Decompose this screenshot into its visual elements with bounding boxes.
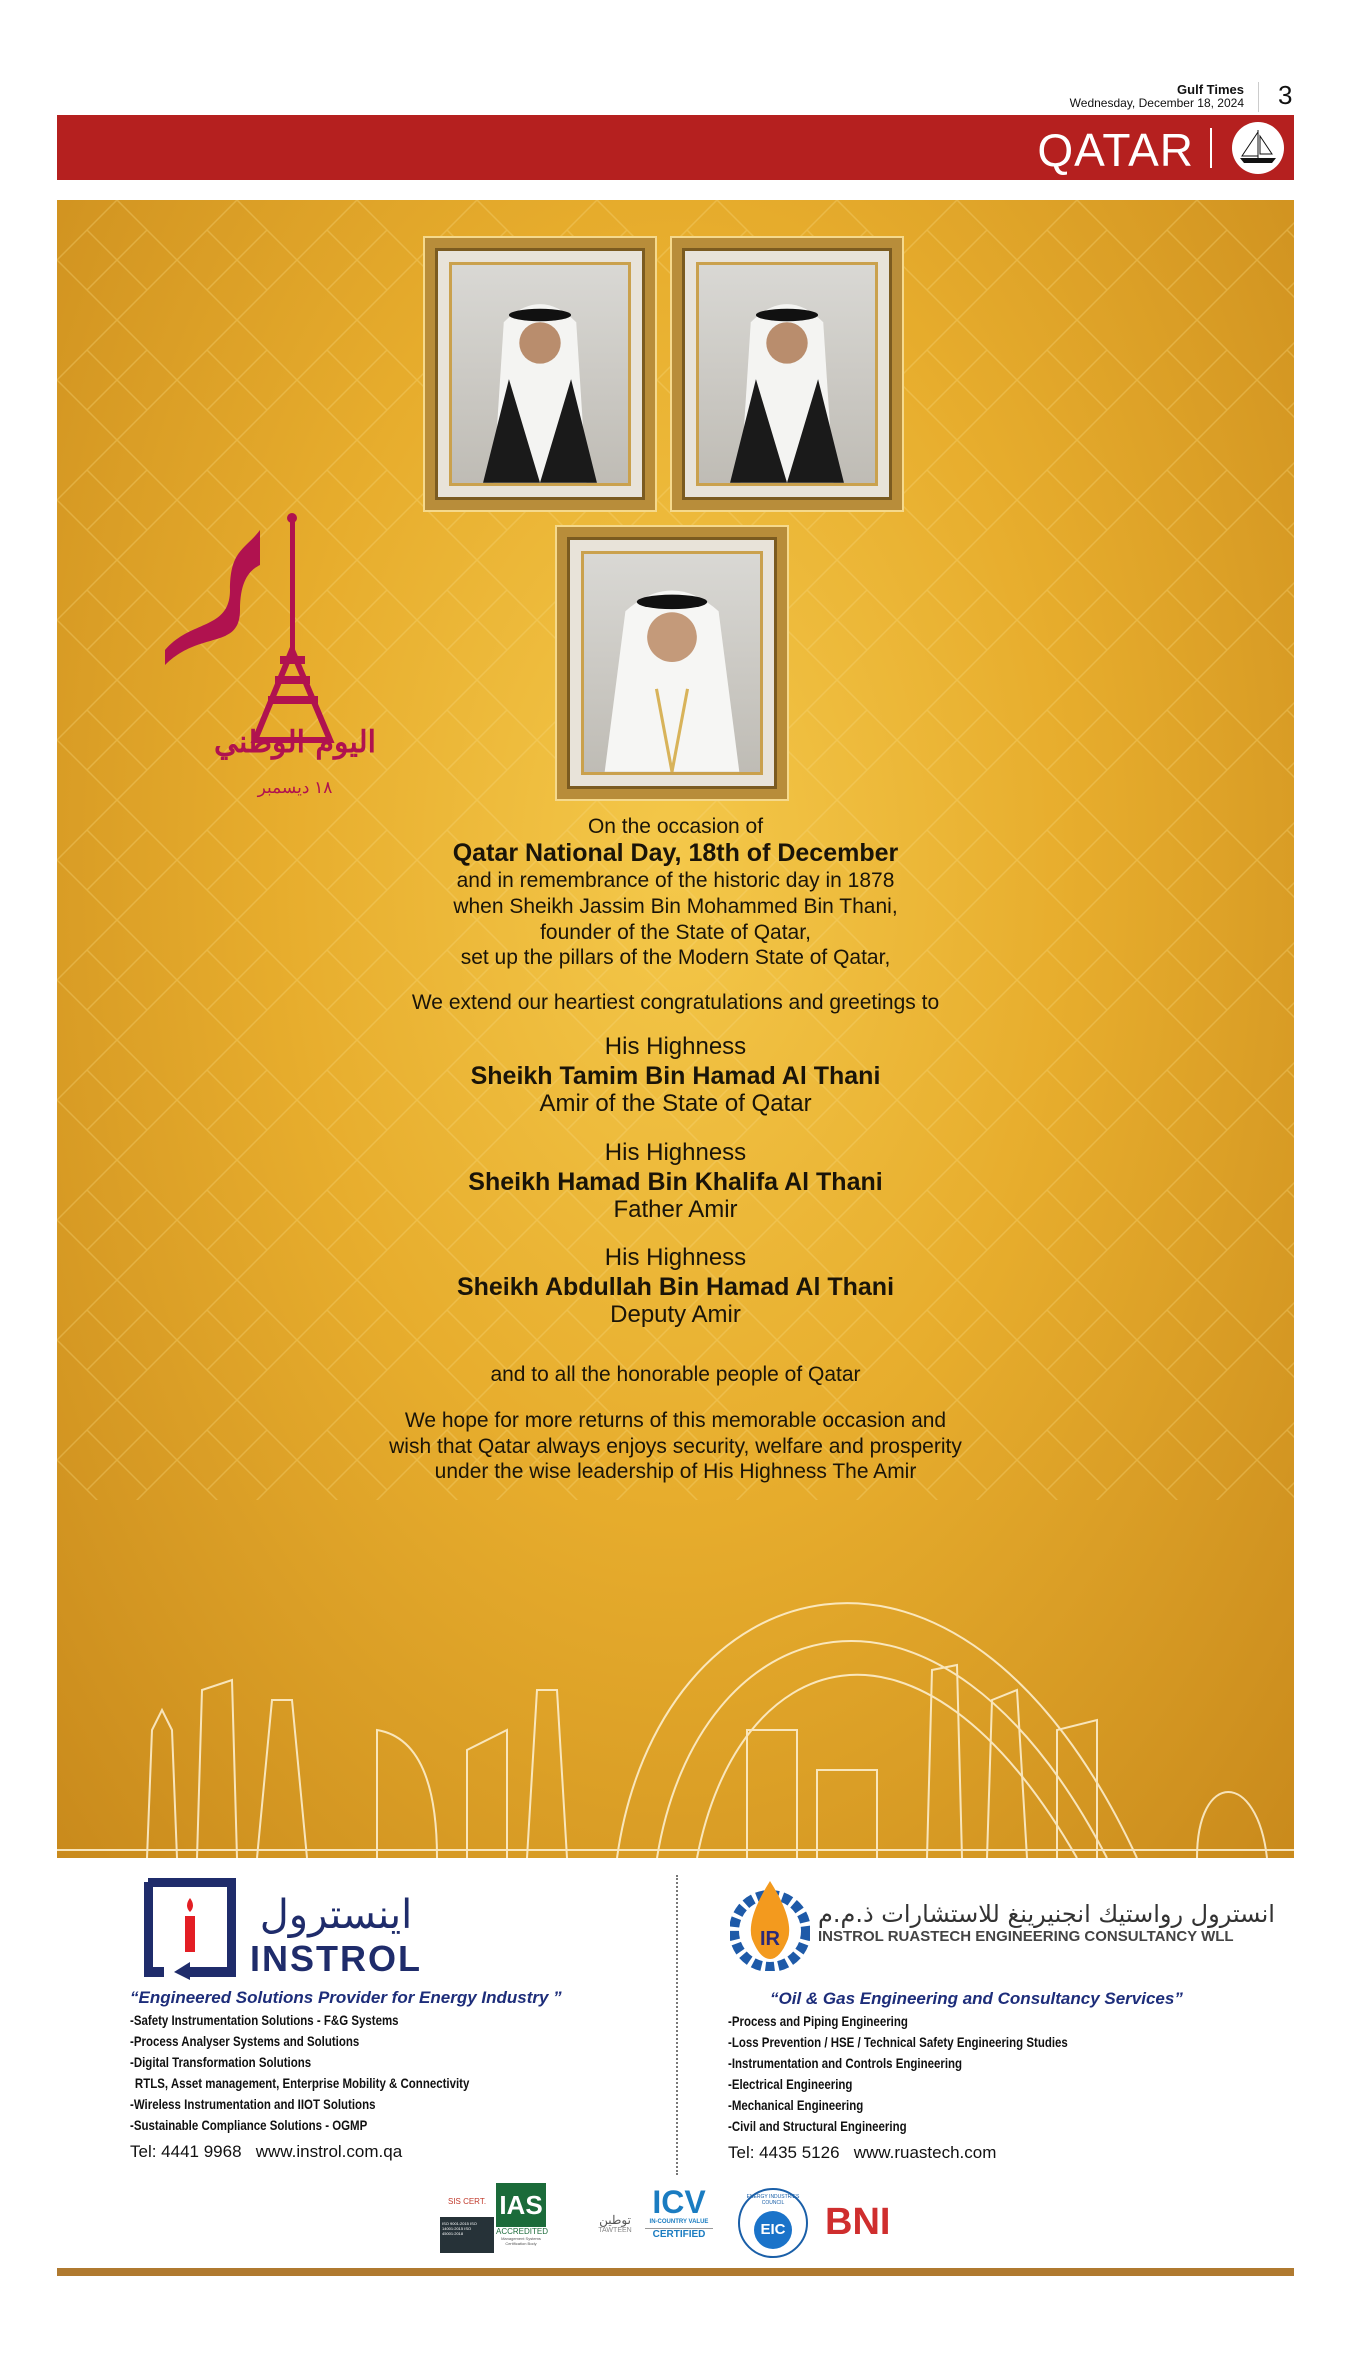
dignitary-name: Sheikh Hamad Bin Khalifa Al Thani [468, 1168, 883, 1196]
intro-line: and in remembrance of the historic day in 1878 [456, 869, 895, 892]
ias-accredited-logo: IAS ACCREDITED Management Systems Certification Body [496, 2183, 546, 2246]
portrait-amir [425, 238, 655, 510]
ruastech-logo-icon [730, 1875, 810, 1971]
instrol-tagline: “Engineered Solutions Provider for Energy Industry ” [130, 1988, 562, 2007]
column-divider [676, 1875, 678, 2175]
ruastech-tagline: “Oil & Gas Engineering and Consultancy Services” [770, 1989, 1183, 2008]
publication-name: Gulf Times [1177, 82, 1244, 97]
instrol-arabic-name: اينسترول [259, 1892, 413, 1938]
divider [1258, 82, 1259, 112]
emblem-arabic-date: ١٨ ديسمبر [257, 778, 333, 797]
service-item: -Mechanical Engineering [728, 2097, 864, 2113]
headline: Qatar National Day, 18th of December [452, 839, 899, 867]
sis-cert-logo: SIS CERT. ISO 9001:2015 ISO 14001:2015 ISO 45001:2018 [440, 2183, 494, 2263]
service-item: -Sustainable Compliance Solutions - OGMP [130, 2117, 368, 2133]
certification-logos [440, 2183, 920, 2263]
instrol-phone: Tel: 4441 9968 [130, 2142, 242, 2161]
national-day-advertisement [57, 200, 1294, 1858]
divider [1210, 128, 1212, 168]
service-item: -Electrical Engineering [728, 2076, 853, 2092]
portrait-father-amir [672, 238, 902, 510]
dignitary-name: Sheikh Tamim Bin Hamad Al Thani [470, 1062, 881, 1090]
intro-line: founder of the State of Qatar, [540, 921, 811, 944]
service-item: -Digital Transformation Solutions [130, 2054, 312, 2070]
ruastech-website-link[interactable]: www.ruastech.com [853, 2143, 997, 2162]
service-item: -Instrumentation and Controls Engineering [728, 2055, 963, 2071]
dignitary-title: Deputy Amir [610, 1301, 741, 1328]
section-header [57, 115, 1294, 180]
service-item: -Process and Piping Engineering [728, 2013, 908, 2029]
closing-line: We hope for more returns of this memorable occasion and [404, 1409, 947, 1432]
eic-logo: ENERGY INDUSTRIES COUNCIL EIC [738, 2188, 808, 2258]
dignitary-honorific: His Highness [604, 1139, 747, 1166]
page-number: 3 [1278, 80, 1293, 110]
greeting-line: We extend our heartiest congratulations and greetings to [411, 991, 940, 1014]
service-item: -Wireless Instrumentation and IIOT Solutions [130, 2096, 376, 2112]
closing-line: under the wise leadership of His Highness The Amir [434, 1460, 917, 1483]
bni-logo: BNI [825, 2201, 891, 2243]
service-item: -Civil and Structural Engineering [728, 2118, 907, 2134]
tawteen-logo: توطين TAWTEEN [598, 2213, 632, 2234]
service-item: -Process Analyser Systems and Solutions [130, 2033, 360, 2049]
dhow-icon [1232, 122, 1284, 174]
doha-skyline-illustration [57, 1490, 1294, 1858]
footer-bar [57, 2268, 1294, 2276]
issue-date: Wednesday, December 18, 2024 [1069, 96, 1244, 110]
closing-line: and to all the honorable people of Qatar [490, 1363, 861, 1386]
portrait-deputy-amir [557, 527, 787, 799]
ruastech-name: INSTROL RUASTECH ENGINEERING CONSULTANCY WLL [818, 1928, 1234, 1945]
dignitary-title: Father Amir [613, 1196, 738, 1223]
dignitary-title: Amir of the State of Qatar [539, 1090, 812, 1117]
emblem-arabic-title: اليوم الوطني [214, 725, 376, 760]
instrol-advertisement [130, 1870, 670, 2162]
instrol-name: INSTROL [250, 1938, 422, 1979]
icv-certified-logo: ICV IN-COUNTRY VALUE CERTIFIED [645, 2185, 713, 2240]
ruastech-arabic-name: انسترول رواستيك انجنيرينغ للاستشارات ذ.م.م [818, 1900, 1275, 1928]
service-item: RTLS, Asset management, Enterprise Mobility & Connectivity [134, 2075, 470, 2091]
intro-line: when Sheikh Jassim Bin Mohammed Bin Thani, [453, 895, 898, 918]
service-item: -Loss Prevention / HSE / Technical Safety Engineering Studies [728, 2034, 1068, 2050]
intro-line: On the occasion of [587, 815, 764, 838]
national-day-emblem [160, 510, 390, 820]
ruastech-logo-text: IR [760, 1927, 780, 1950]
dignitary-name: Sheikh Abdullah Bin Hamad Al Thani [456, 1273, 895, 1301]
closing-line: wish that Qatar always enjoys security, welfare and prosperity [389, 1435, 962, 1458]
dignitary-honorific: His Highness [604, 1033, 747, 1060]
section-title: QATAR [1037, 124, 1194, 176]
ruastech-phone: Tel: 4435 5126 [728, 2143, 840, 2162]
service-item: -Safety Instrumentation Solutions - F&G Systems [130, 2012, 399, 2028]
dignitary-honorific: His Highness [604, 1244, 747, 1271]
ruastech-advertisement [720, 1870, 1280, 2163]
intro-line: set up the pillars of the Modern State of Qatar, [460, 946, 891, 969]
instrol-website-link[interactable]: www.instrol.com.qa [255, 2142, 403, 2161]
instrol-logo-icon [144, 1878, 236, 1980]
